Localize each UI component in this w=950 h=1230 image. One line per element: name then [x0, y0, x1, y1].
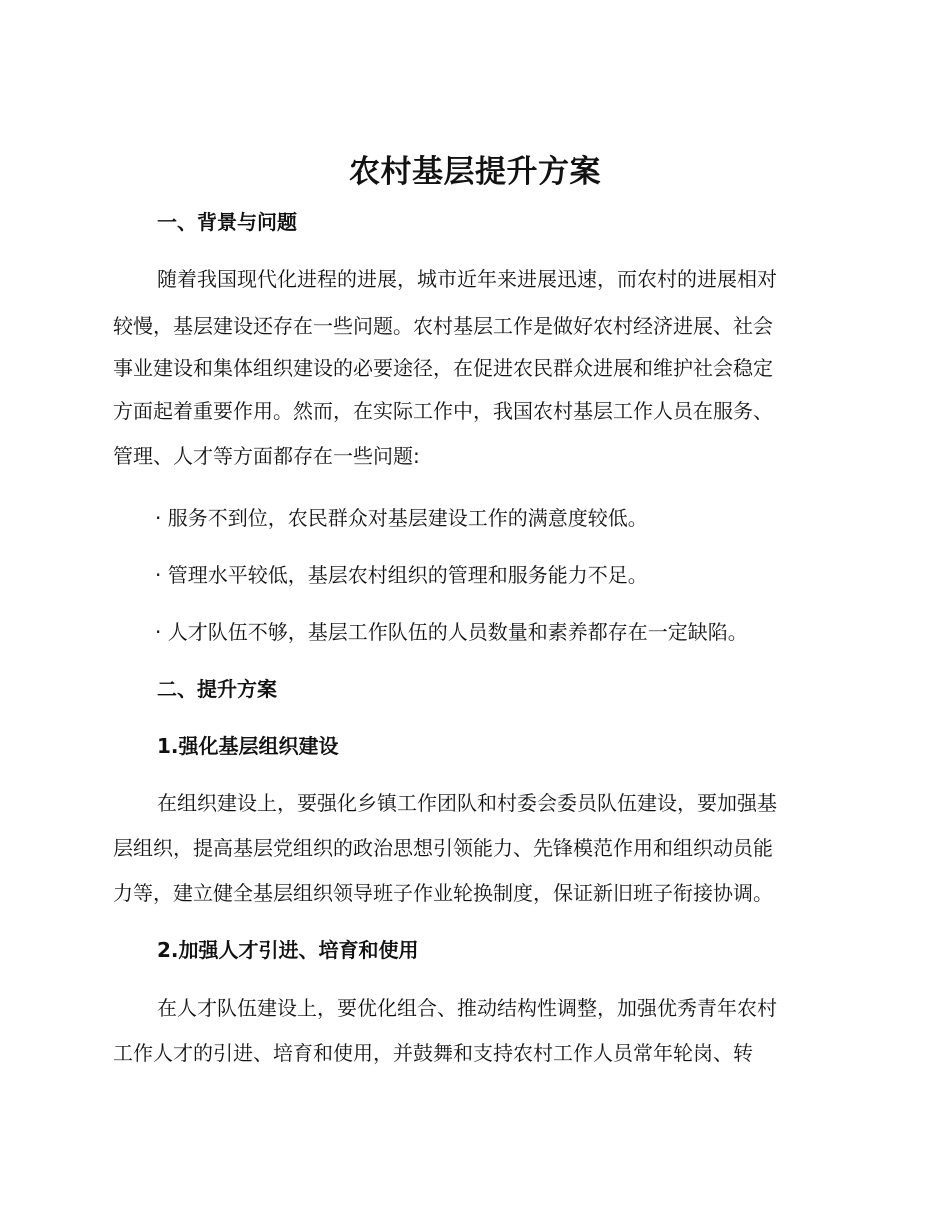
paragraph-line: 层组织，提高基层党组织的政治思想引领能力、先锋模范作用和组织动员能: [113, 836, 773, 860]
paragraph-line: 力等，建立健全基层组织领导班子作业轮换制度，保证新旧班子衔接协调。: [113, 881, 773, 905]
bullet-item: · 管理水平较低，基层农村组织的管理和服务能力不足。: [155, 563, 648, 587]
paragraph-line: 较慢，基层建设还存在一些问题。农村基层工作是做好农村经济进展、社会: [113, 314, 773, 338]
paragraph-line: 工作人才的引进、培育和使用，并鼓舞和支持农村工作人员常年轮岗、转: [113, 1041, 753, 1065]
bullet-item: · 人才队伍不够，基层工作队伍的人员数量和素养都存在一定缺陷。: [155, 620, 748, 644]
paragraph-line: 事业建设和集体组织建设的必要途径，在促进农民群众进展和维护社会稳定: [113, 356, 773, 380]
paragraph-line: 在组织建设上，要强化乡镇工作团队和村委会委员队伍建设，要加强基: [157, 791, 777, 815]
section-heading-background: 一、背景与问题: [157, 210, 297, 234]
document-title: 农村基层提升方案: [349, 154, 601, 190]
subsection-heading-organization: 1.强化基层组织建设: [157, 734, 339, 758]
paragraph-line: 在人才队伍建设上，要优化组合、推动结构性调整，加强优秀青年农村: [157, 996, 777, 1020]
subsection-heading-talent: 2.加强人才引进、培育和使用: [157, 938, 419, 962]
paragraph-line: 随着我国现代化进程的进展，城市近年来进展迅速，而农村的进展相对: [157, 267, 777, 291]
bullet-item: · 服务不到位，农民群众对基层建设工作的满意度较低。: [155, 506, 648, 530]
paragraph-line: 管理、人才等方面都存在一些问题:: [113, 444, 420, 468]
paragraph-line: 方面起着重要作用。然而，在实际工作中，我国农村基层工作人员在服务、: [113, 399, 773, 423]
section-heading-plan: 二、提升方案: [157, 677, 277, 701]
